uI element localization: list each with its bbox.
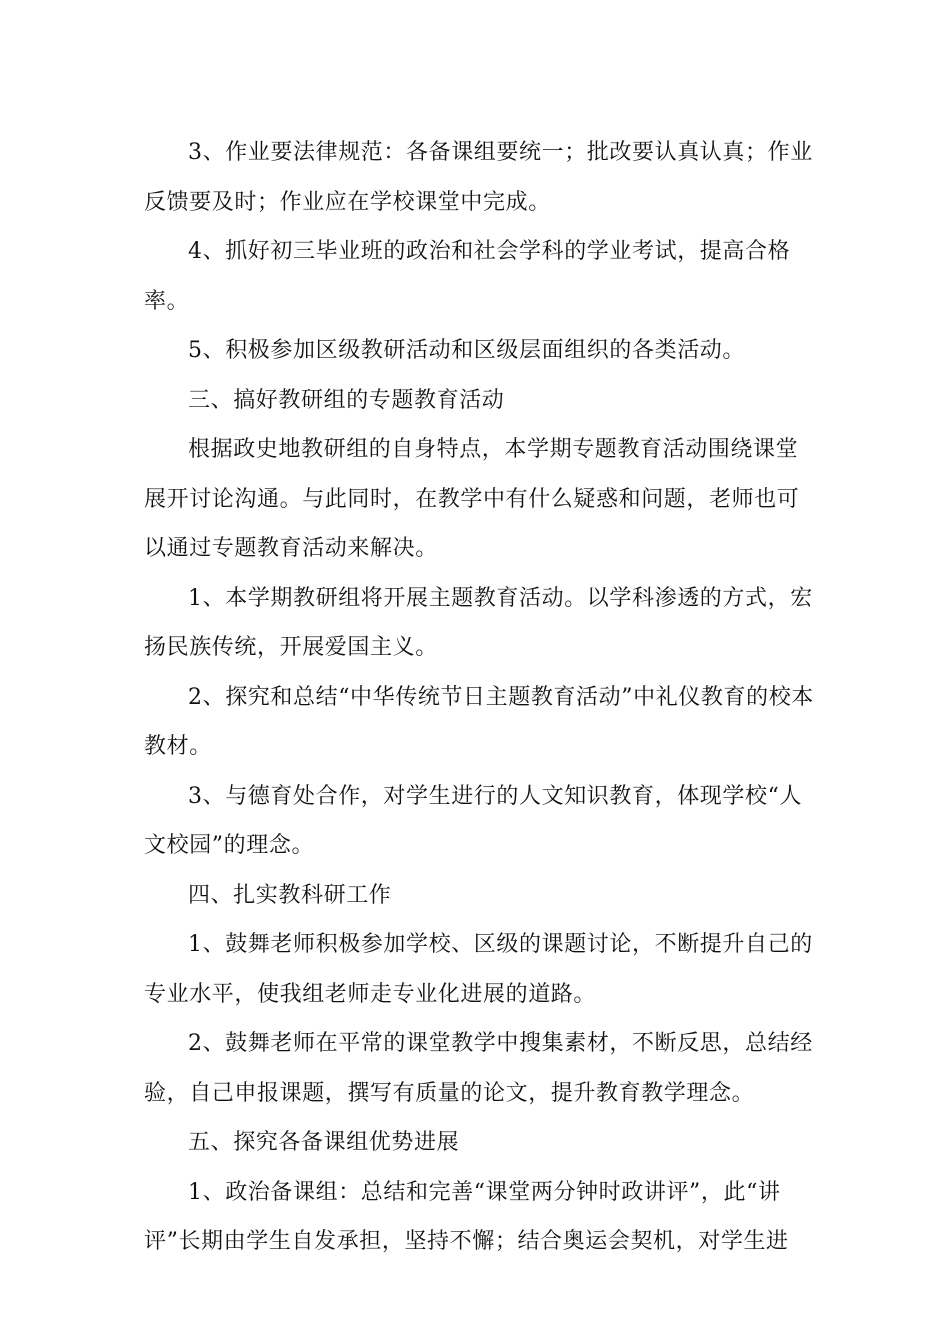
paragraph-graduation-exam: 4、抓好初三毕业班的政治和社会学科的学业考试，提高合格率。 xyxy=(144,239,791,314)
paragraph-theme-activity: 1、本学期教研组将开展主题教育活动。以学科渗透的方式，宏扬民族传统，开展爱国主义。 xyxy=(144,585,813,660)
paragraph-traditional-festival: 2、探究和总结“中华传统节日主题教育活动”中礼仪教育的校本教材。 xyxy=(144,684,814,759)
paragraph-politics-group: 1、政治备课组：总结和完善“课堂两分钟时政讲评”，此“讲评”长期由学生自发承担，坚持不懈；结合奥运会契机，对学生进 xyxy=(144,1179,789,1254)
paragraph-district-activities: 5、积极参加区级教研活动和区级层面组织的各类活动。 xyxy=(188,338,745,363)
paragraph-topic-education-intro: 根据政史地教研组的自身特点，本学期专题教育活动围绕课堂展开讨论沟通。与此同时，在教学中有什么疑惑和问题，老师也可以通过专题教育活动来解决。 xyxy=(144,437,800,561)
section-heading-five: 五、探究各备课组优势进展 xyxy=(188,1130,460,1155)
document-page xyxy=(144,128,820,1267)
paragraph-collect-materials: 2、鼓舞老师在平常的课堂教学中搜集素材，不断反思，总结经验，自己申报课题，撰写有质量的论文，提升教育教学理念。 xyxy=(144,1031,813,1106)
section-heading-three: 三、搞好教研组的专题教育活动 xyxy=(188,387,505,413)
paragraph-homework-standards: 3、作业要法律规范：各备课组要统一；批改要认真认真；作业反馈要及时；作业应在学校课堂中完成。 xyxy=(144,140,813,215)
paragraph-research-participation: 1、鼓舞老师积极参加学校、区级的课题讨论，不断提升自己的专业水平，使我组老师走专业化进展的道路。 xyxy=(144,932,813,1007)
section-heading-four: 四、扎实教科研工作 xyxy=(188,882,392,908)
paragraph-humanities-education: 3、与德育处合作，对学生进行的人文知识教育，体现学校“人文校园”的理念。 xyxy=(144,783,803,858)
